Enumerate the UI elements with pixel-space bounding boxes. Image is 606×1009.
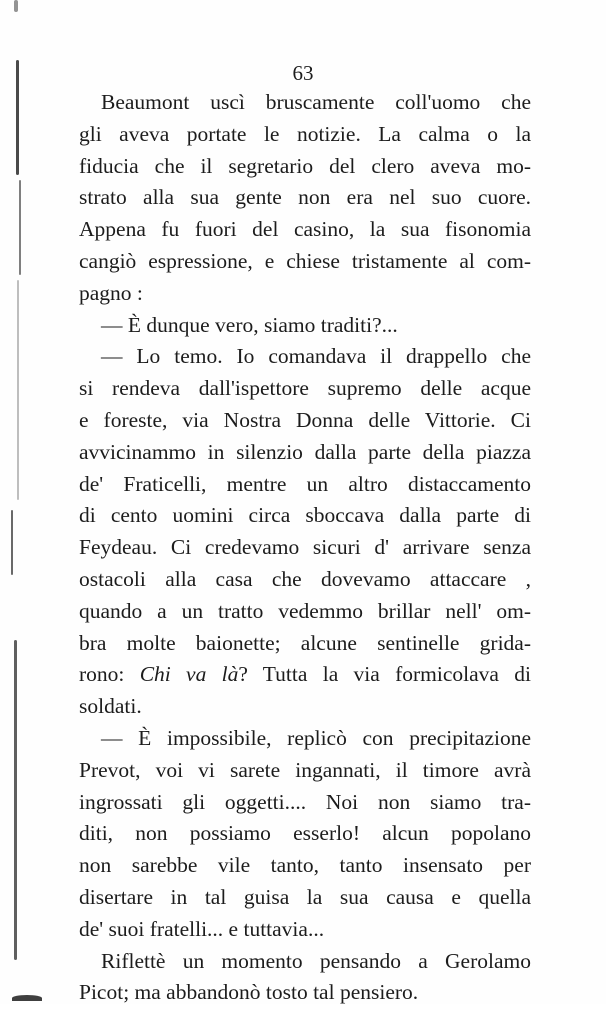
text-line: pagno : xyxy=(79,280,143,305)
text-line: bra molte baionette; alcune sentinelle grida- xyxy=(79,630,531,655)
text-line: avvicinammo in silenzio dalla parte della piazza xyxy=(79,439,531,464)
binding-shadow xyxy=(17,280,19,500)
text-line: quando a un tratto vedemmo brillar nell' om- xyxy=(79,598,531,623)
text-line: non sarebbe vile tanto, tanto insensato per xyxy=(79,853,531,878)
text-line: Riflettè un momento pensando a Gerolamo xyxy=(101,948,531,973)
text-line: disertare in tal guisa la sua causa e quella xyxy=(79,884,531,909)
text-line: Beaumont uscì bruscamente coll'uomo che xyxy=(101,90,531,114)
text-line: si rendeva dall'ispettore supremo delle acque xyxy=(79,376,531,401)
text-line xyxy=(79,659,531,691)
text-line: de' suoi fratelli... e tuttavia... xyxy=(79,916,325,941)
binding-shadow xyxy=(11,510,13,575)
binding-shadow xyxy=(14,0,18,12)
text-line: Feydeau. Ci credevamo sicuri d' arrivare senza xyxy=(79,535,531,560)
text-run: rono: xyxy=(79,662,140,687)
text-line: cangiò espressione, e chiese tristamente al com- xyxy=(79,248,531,273)
text-line: ostacoli alla casa che dovevamo attaccare , xyxy=(79,566,531,591)
text-line: soldati. xyxy=(79,694,142,719)
text-line: — È dunque vero, siamo traditi?... xyxy=(101,312,398,337)
text-line: — Lo temo. Io comandava il drappello che xyxy=(101,344,531,369)
binding-shadow xyxy=(12,995,42,1001)
text-line: di cento uomini circa sboccava dalla parte di xyxy=(79,503,531,528)
binding-shadow xyxy=(14,640,17,960)
text-line: Appena fu fuori del casino, la sua fisonomia xyxy=(79,217,531,242)
text-line: strato alla sua gente non era nel suo cuore. xyxy=(79,185,531,210)
text-line: de' Fraticelli, mentre un altro distaccamento xyxy=(79,471,531,496)
text-line: Prevot, voi vi sarete ingannati, il timore avrà xyxy=(79,757,531,782)
text-line: ingrossati gli oggetti.... Noi non siamo tra- xyxy=(79,789,531,814)
text-line: gli aveva portate le notizie. La calma o la xyxy=(79,121,531,146)
text-run: ? Tutta la via formicolava di xyxy=(238,662,531,687)
text-line: Picot; ma abbandonò tosto tal pensiero. xyxy=(79,980,419,1005)
text-line: diti, non possiamo esserlo! alcun popolano xyxy=(79,821,531,846)
italic-text-run: Chi va là xyxy=(139,662,239,687)
page-number: 63 xyxy=(292,61,314,85)
text-line: — È impossibile, replicò con precipitazione xyxy=(101,725,531,750)
body-text xyxy=(79,87,531,1009)
binding-shadow xyxy=(19,180,21,275)
text-line: fiducia che il segretario del clero aveva mo- xyxy=(79,153,531,178)
text-line: e foreste, via Nostra Donna delle Vittorie. Ci xyxy=(79,407,531,432)
